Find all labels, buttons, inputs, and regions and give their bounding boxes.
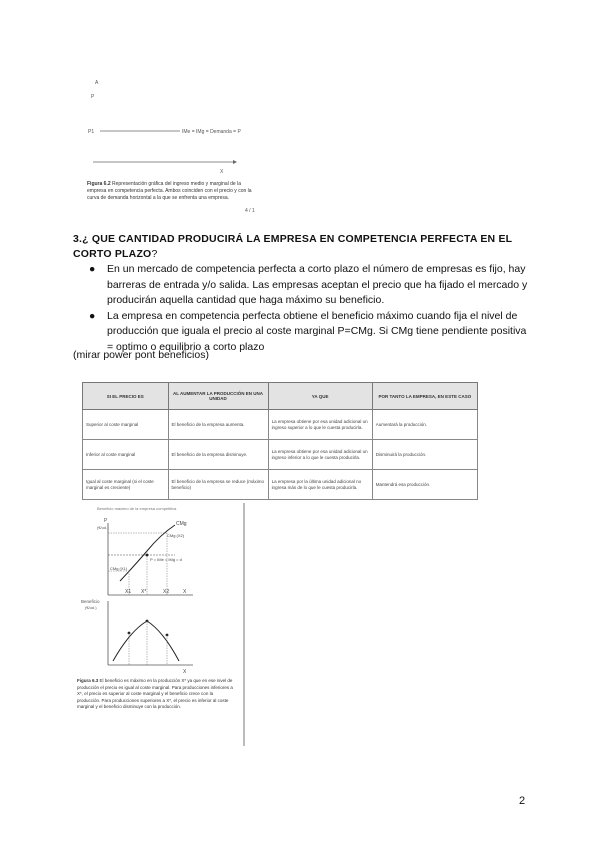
- table-row: [83, 470, 478, 500]
- table-header-row: [83, 383, 478, 410]
- fig2-cmg-x1: CMg (X1): [110, 566, 128, 571]
- table-cell: Superior al coste marginal: [83, 410, 169, 440]
- fig2-x-axis: X: [183, 589, 187, 595]
- figure-2-caption-bold: Figura 6.3: [77, 678, 99, 683]
- table-cell: Igual al coste marginal (si el coste marginal es creciente): [83, 470, 169, 500]
- table-cell: Aumentará la producción.: [372, 410, 477, 440]
- table-header: SI EL PRECIO ES: [83, 383, 169, 410]
- figure-2-panel: [75, 503, 245, 746]
- bullet-list: [73, 262, 535, 355]
- table-cell: La empresa obtiene por esa unidad adicional un ingreso inferior a lo que le cuesta producirla.: [268, 440, 372, 470]
- figure-1-caption-text: Representación gráfica del ingreso medio y marginal de la empresa en competencia perfecta. Ambos coinciden con el precio y con la curva de demanda horizontal a la que se enfrenta una empresa.: [87, 181, 252, 201]
- fig1-line-label: IMe = IMg = Demanda = P: [182, 129, 241, 135]
- table-cell: El beneficio de la empresa disminuye.: [168, 440, 268, 470]
- bullet-dot-icon: ●: [89, 309, 96, 322]
- figure-2-caption-text: El beneficio es máximo en la producción X* ya que en ese nivel de producción el precio es igual al coste marginal. Para producciones inferiores a X*, el precio es superior al coste marginal y el beneficio crece con la producción. Para producciones superiores a X*, el precio es inferior al coste marginal y el beneficio disminuye con la producción.: [77, 678, 233, 709]
- table-cell: La empresa por la última unidad adicional no ingresa más de lo que le cuesta producirla.: [268, 470, 372, 500]
- page-number: 2: [519, 795, 526, 807]
- question-text: ¿ QUE CANTIDAD PRODUCIRÁ LA EMPRESA EN COMPETENCIA PERFECTA EN EL CORTO PLAZO: [73, 233, 513, 260]
- decision-table: [82, 382, 478, 500]
- table-cell: El beneficio de la empresa aumenta.: [168, 410, 268, 440]
- fig2-cmg-x2: CMg (X2): [167, 533, 185, 538]
- fig2-ben-label2: (€/ud.): [85, 605, 97, 610]
- figure-1-caption-bold: Figura 6.2: [87, 181, 111, 187]
- table-cell: La empresa obtiene por esa unidad adicional un ingreso superior a lo que le cuesta producirla.: [268, 410, 372, 440]
- fig2-cmg-label: CMg: [176, 521, 187, 527]
- table-header: AL AUMENTAR LA PRODUCCIÓN EN UNA UNIDAD: [168, 383, 268, 410]
- fig2-xstar: X*: [141, 589, 147, 595]
- table-cell: Disminuirá la producción.: [372, 440, 477, 470]
- question-end: ?: [151, 248, 158, 260]
- table-row: [83, 410, 478, 440]
- figure-2-caption: [77, 678, 237, 711]
- table-cell: Inferior al coste marginal: [83, 440, 169, 470]
- fig2-x1: X1: [125, 589, 132, 595]
- question-number: 3.: [73, 233, 83, 245]
- figure-1-caption: [87, 181, 252, 202]
- table-header: POR TANTO LA EMPRESA, EN ESTE CASO: [372, 383, 477, 410]
- figure-2-profit-graph: [75, 503, 243, 675]
- fig1-axis-label-x: X: [220, 169, 224, 175]
- table-cell: Mantendrá esa producción.: [372, 470, 477, 500]
- figure-1-small-mark: 4 / 1: [245, 208, 255, 214]
- fig2-price-label: P = IMe = IMg = d: [150, 557, 182, 562]
- fig2-profit-curve: [113, 621, 179, 661]
- figure-1-revenue-graph: [85, 76, 265, 176]
- fig1-axis-label-p: P: [91, 94, 95, 100]
- fig1-axis-label-p1: P1: [88, 129, 95, 135]
- fig2-y-label2: (€/ud.): [97, 525, 109, 530]
- fig2-top-text: Beneficio máximo de la empresa competitiva: [97, 506, 177, 511]
- question-heading: [73, 232, 543, 262]
- fig2-y-label: P: [104, 518, 108, 524]
- table-header: YA QUE: [268, 383, 372, 410]
- bullet-dot-icon: ●: [89, 263, 96, 275]
- bullet-item: [73, 262, 535, 309]
- fig2-x-axis-2: X: [183, 669, 187, 675]
- fig1-axis-label-top: A: [95, 80, 99, 86]
- note-text: (mirar power pont beneficios): [73, 349, 209, 361]
- fig2-ben-label: Beneficio: [81, 599, 100, 604]
- bullet-text: La empresa en competencia perfecta obtiene el beneficio máximo cuando fija el nivel de producción que iguala el precio al coste marginal P=CMg. Si CMg tiene pendiente positiva = optimo o equilibrio a corto plazo: [107, 309, 527, 353]
- bullet-text: En un mercado de competencia perfecta a corto plazo el número de empresas es fijo, hay barreras de entrada y/o salida. Las empresas aceptan el precio que ha fijado el mercado y producirán aquella cantidad que haga máximo su beneficio.: [107, 263, 528, 306]
- table-cell: El beneficio de la empresa se reduce (máximo beneficio): [168, 470, 268, 500]
- fig2-x2: X2: [163, 589, 170, 595]
- table-row: [83, 440, 478, 470]
